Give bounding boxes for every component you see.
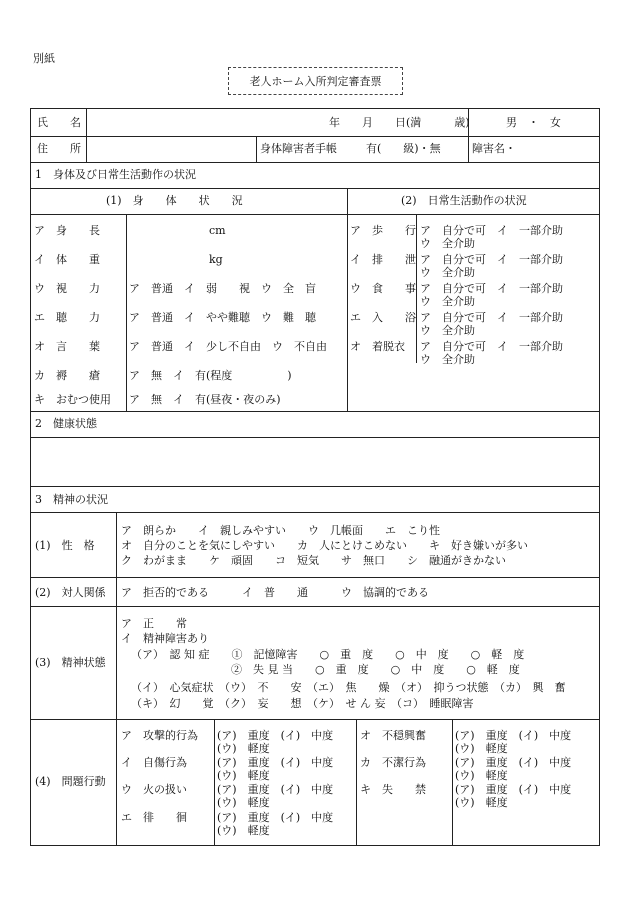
personality-line: ク わがまま ケ 頑固 コ 短気 サ 無口 シ 融通がきかない (121, 554, 506, 567)
page-label: 別紙 (33, 52, 55, 65)
section3-title: 3 精神の状況 (35, 493, 108, 506)
personality-line: ア 朗らか イ 親しみやすい ウ 几帳面 エ こり性 (121, 524, 440, 537)
problem-item-line1: (ア) 重度 (イ) 中度 (217, 783, 334, 796)
row-divider (31, 188, 599, 189)
mental-label: (3) 精神状態 (35, 656, 106, 669)
row-divider (31, 411, 599, 412)
body-row-value: ア 無 イ 有(昼夜・夜のみ) (129, 393, 281, 406)
adl-row-label: エ 入 浴 (350, 311, 416, 324)
problem-item-label: カ 不潔行為 (360, 756, 426, 769)
problem-item-line1: (ア) 重度 (イ) 中度 (455, 756, 572, 769)
document-title-text: 老人ホーム入所判定審査票 (249, 75, 382, 88)
section1-title: 1 身体及び日常生活動作の状況 (35, 168, 196, 181)
problem-item-line1: (ア) 重度 (イ) 中度 (455, 783, 572, 796)
health-status-area[interactable] (35, 441, 595, 483)
section2-title: 2 健康状態 (35, 417, 97, 430)
mental-line: ア 正 常 (121, 617, 187, 630)
problem-item-label: オ 不穏興奮 (360, 729, 426, 742)
problem-item-label: イ 自傷行為 (121, 756, 187, 769)
adl-row-line2: ウ 全介助 (420, 266, 475, 279)
relations-label: (2) 対人関係 (35, 586, 106, 599)
adl-row-label: イ 排 泄 (350, 253, 416, 266)
problem-item-label: エ 徘 徊 (121, 811, 187, 824)
body-row-label: ア 身 長 (34, 224, 100, 237)
problem-item-line2: (ウ) 軽度 (455, 769, 508, 782)
handbook-label: 身体障害者手帳 (260, 142, 337, 155)
mental-line: イ 精神障害あり (121, 632, 209, 645)
mental-line: （ア） 認 知 症 ① 記憶障害 ○ 重 度 ○ 中 度 ○ 軽 度 (131, 648, 525, 661)
body-row-value: ア 普通 イ 弱 視 ウ 全 盲 (129, 282, 316, 295)
body-row-value: kg (209, 253, 223, 266)
col-divider (214, 719, 215, 845)
relations-value: ア 拒否的である イ 普 通 ウ 協調的である (121, 586, 429, 599)
problem-item-line1: (ア) 重度 (イ) 中度 (217, 811, 334, 824)
problem-item-line2: (ウ) 軽度 (217, 742, 270, 755)
col-divider (256, 136, 257, 162)
body-row-value: ア 普通 イ 少し不自由 ウ 不自由 (129, 340, 327, 353)
problem-item-line1: (ア) 重度 (イ) 中度 (217, 756, 334, 769)
mental-line: （キ） 幻 覚 （ク） 妄 想 （ケ） せ ん 妄 （コ） 睡眠障害 (131, 697, 474, 710)
body-row-label: エ 聴 力 (34, 311, 100, 324)
adl-row-line1: ア 自分で可 イ 一部介助 (420, 340, 563, 353)
adl-row-line2: ウ 全介助 (420, 324, 475, 337)
adl-row-line2: ウ 全介助 (420, 237, 475, 250)
problem-item-line2: (ウ) 軽度 (217, 824, 270, 837)
problem-behavior-label: (4) 問題行動 (35, 775, 106, 788)
disability-name-label: 障害名・ (472, 142, 516, 155)
handbook-value: 有( 級)・無 (366, 142, 441, 155)
body-row-value: ア 普通 イ やや難聴 ウ 難 聴 (129, 311, 316, 324)
adl-header: (2) 日常生活動作の状況 (401, 194, 527, 207)
birth-date-field: 年 月 日(満 歳) (329, 116, 470, 129)
problem-item-line1: (ア) 重度 (イ) 中度 (217, 729, 334, 742)
problem-item-label: ア 攻撃的行為 (121, 729, 198, 742)
problem-item-label: ウ 火の扱い (121, 783, 187, 796)
problem-item-line2: (ウ) 軽度 (455, 742, 508, 755)
col-divider (356, 719, 357, 845)
problem-item-line2: (ウ) 軽度 (455, 796, 508, 809)
body-status-header: (1) 身 体 状 況 (106, 194, 243, 207)
problem-item-line1: (ア) 重度 (イ) 中度 (455, 729, 572, 742)
mental-line: ② 失 見 当 ○ 重 度 ○ 中 度 ○ 軽 度 (231, 663, 520, 676)
adl-row-line1: ア 自分で可 イ 一部介助 (420, 253, 563, 266)
col-divider (416, 214, 417, 363)
body-row-label: オ 言 葉 (34, 340, 100, 353)
gender-field: 男 ・ 女 (506, 116, 561, 129)
body-row-label: カ 褥 瘡 (34, 369, 100, 382)
adl-row-label: ア 歩 行 (350, 224, 416, 237)
body-row-label: ウ 視 力 (34, 282, 100, 295)
row-divider (31, 437, 599, 438)
name-label: 氏 名 (37, 116, 81, 129)
address-label: 住 所 (37, 142, 81, 155)
adl-row-line1: ア 自分で可 イ 一部介助 (420, 311, 563, 324)
adl-row-line2: ウ 全介助 (420, 353, 475, 366)
body-row-label: イ 体 重 (34, 253, 100, 266)
row-divider (31, 486, 599, 487)
document-title (228, 67, 403, 95)
mental-line: （イ） 心気症状 （ウ） 不 安 （エ） 焦 燥 （オ） 抑うつ状態 （カ） 興 奮 (131, 681, 566, 694)
body-row-value: ア 無 イ 有(程度 ) (129, 369, 292, 382)
row-divider (31, 214, 599, 215)
adl-row-line1: ア 自分で可 イ 一部介助 (420, 224, 563, 237)
problem-item-line2: (ウ) 軽度 (217, 769, 270, 782)
problem-item-label: キ 失 禁 (360, 783, 426, 796)
body-row-label: キ おむつ使用 (34, 393, 111, 406)
adl-row-line2: ウ 全介助 (420, 295, 475, 308)
adl-row-label: ウ 食 事 (350, 282, 416, 295)
problem-item-line2: (ウ) 軽度 (217, 796, 270, 809)
col-divider (126, 214, 127, 411)
body-row-value: cm (209, 224, 226, 237)
personality-line: オ 自分のことを気にしやすい カ 人にとけこめない キ 好き嫌いが多い (121, 539, 528, 552)
row-divider (31, 162, 599, 163)
personality-label: (1) 性 格 (35, 539, 95, 552)
col-divider (452, 719, 453, 845)
col-divider (86, 109, 87, 162)
col-divider (347, 188, 348, 411)
col-divider (116, 512, 117, 845)
row-divider (31, 136, 599, 137)
adl-row-label: オ 着脱衣 (350, 340, 405, 353)
assessment-form (30, 108, 600, 846)
adl-row-line1: ア 自分で可 イ 一部介助 (420, 282, 563, 295)
